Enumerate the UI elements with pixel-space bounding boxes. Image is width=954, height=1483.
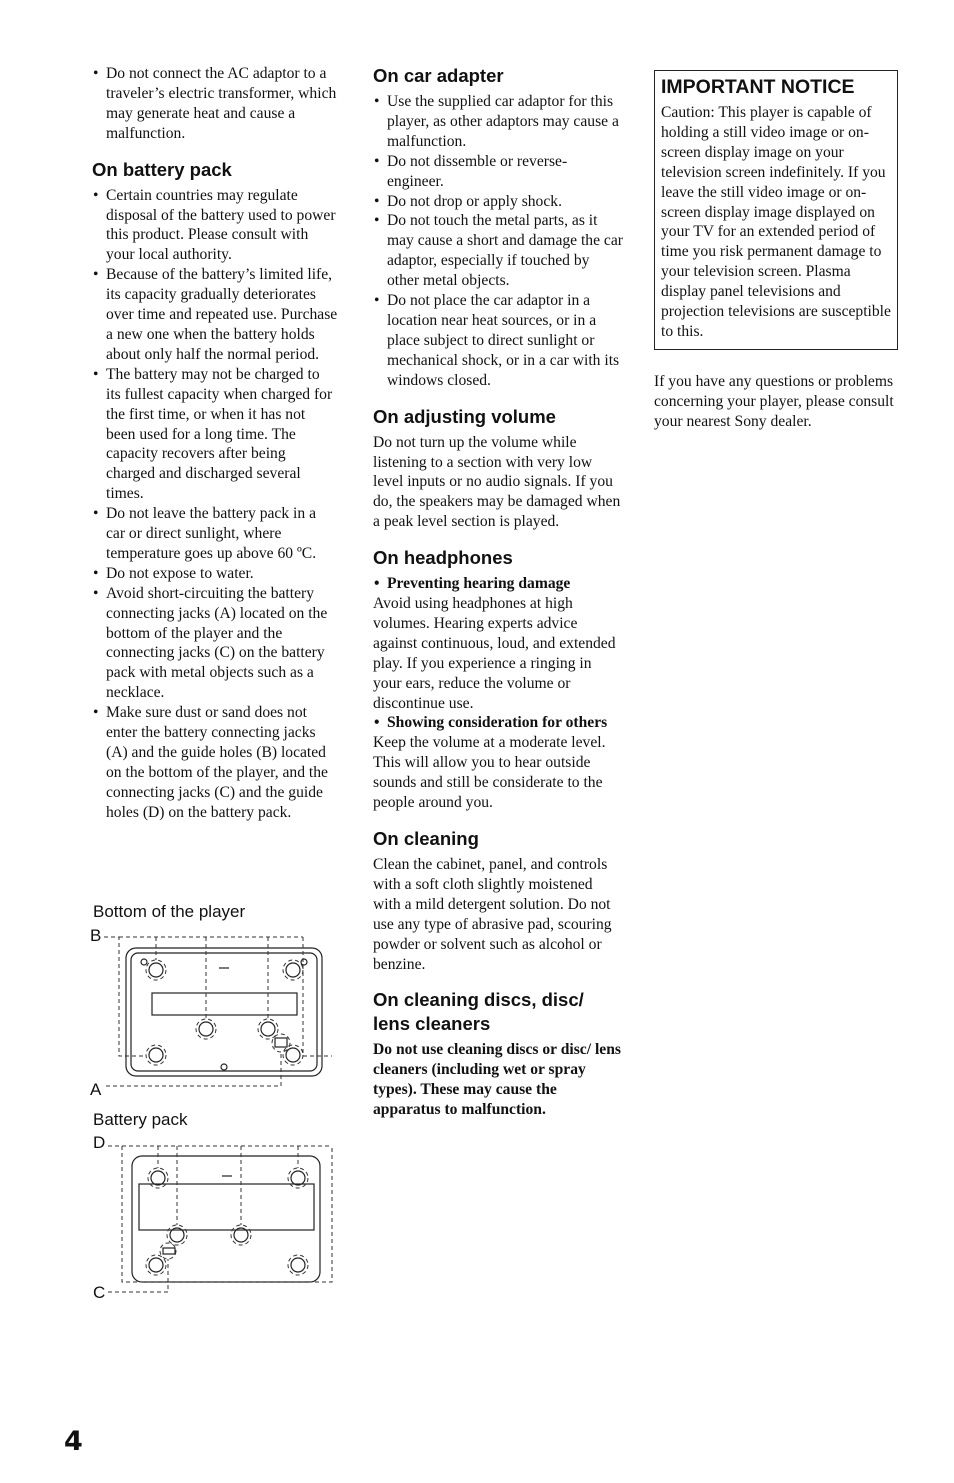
label-c: C (93, 1283, 106, 1302)
cleaning-heading: On cleaning (373, 828, 479, 849)
list-item: • Do not drop or apply shock. (373, 192, 623, 212)
cleaning-discs-heading: On cleaning discs, disc/ lens cleaners (373, 989, 584, 1035)
battery-diagram-caption: Battery pack (93, 1110, 188, 1129)
cleaning-text: Clean the cabinet, panel, and controls with a soft cloth slightly moistened with a mild detergent solution. Do not use any type of abrasive pad, scouring powder or solvent such as alcohol or benzine. (373, 856, 612, 973)
battery-bullet-list (92, 186, 338, 823)
column-middle (373, 64, 623, 1120)
important-notice-text: Caution: This player is capable of holding a still video image or on-screen display image on your television screen indefinitely. If you leave the still video image or on-screen display image displayed on your TV for an extended period of time you risk permanent damage to your television screen. Plasma display panel televisions and projection televisions are susceptible to this. (661, 104, 891, 340)
hearing-damage-subheading: • Preventing hearing damage (373, 574, 623, 594)
label-b: B (90, 926, 102, 945)
battery-pack-diagram (100, 1138, 340, 1298)
list-item: • Do not dissemble or reverse-engineer. (373, 152, 623, 192)
cleaning-discs-text: Do not use cleaning discs or disc/ lens cleaners (including wet or spray types). These may cause the apparatus to malfunction. (373, 1041, 621, 1119)
list-item: • Do not place the car adaptor in a location near heat sources, or in a place subject to direct sunlight or mechanical shock, or in a car with its windows closed. (373, 291, 623, 391)
list-item: • Certain countries may regulate disposal of the battery used to power this product. Please consult with your local authority. (92, 186, 338, 266)
car-adapter-heading: On car adapter (373, 65, 504, 86)
consideration-text: Keep the volume at a moderate level. This will allow you to hear outside sounds and still be considerate to the people around you. (373, 734, 606, 812)
player-diagram-caption: Bottom of the player (93, 902, 246, 921)
important-notice-box (654, 70, 898, 350)
list-item: • The battery may not be charged to its fullest capacity when charged for the first time, or when it has not been used for a long time. The capacity recovers after being charged and discharged several times. (92, 365, 338, 504)
volume-heading: On adjusting volume (373, 405, 556, 427)
hearing-damage-text: Avoid using headphones at high volumes. Hearing experts advice against continuous, loud, and extended play. If you experience a ringing in your ears, reduce the volume or discontinue use. (373, 595, 616, 712)
volume-text: Do not turn up the volume while listening to a section with very low level inputs or no audio signals. If you do, the speakers may be damaged when a peak level section is played. (373, 433, 621, 531)
intro-bullet-list (92, 64, 338, 144)
list-item: • Do not expose to water. (92, 564, 338, 584)
list-item: • Do not leave the battery pack in a car or direct sunlight, where temperature goes up above 60 ºC. (92, 504, 338, 564)
headphones-heading: On headphones (373, 547, 513, 569)
list-item: • Do not connect the AC adaptor to a traveler’s electric transformer, which may generate heat and cause a malfunction. (92, 64, 338, 144)
list-item: • Make sure dust or sand does not enter the battery connecting jacks (A) and the guide holes (B) located on the bottom of the player, and the connecting jacks (C) and the guide holes (D) on the battery pack. (92, 703, 338, 822)
list-item: • Do not touch the metal parts, as it may cause a short and damage the car adaptor, especially if touched by other metal objects. (373, 211, 623, 291)
consideration-subheading: • Showing consideration for others (373, 713, 623, 733)
battery-heading: On battery pack (92, 158, 232, 180)
label-d: D (93, 1133, 106, 1152)
label-a: A (90, 1080, 102, 1099)
player-bottom-diagram (100, 928, 340, 1094)
contact-text: If you have any questions or problems concerning your player, please consult your nearest Sony dealer. (654, 372, 894, 430)
page-number: 4 (64, 1426, 83, 1457)
list-item: • Avoid short-circuiting the battery connecting jacks (A) located on the bottom of the player and the connecting jacks (C) on the battery pack with metal objects such as a necklace. (92, 584, 338, 703)
important-notice-heading: IMPORTANT NOTICE (661, 76, 855, 98)
list-item: • Because of the battery’s limited life, its capacity gradually deteriorates over time and repeated use. Purchase a new one when the battery holds about only half the normal period. (92, 265, 338, 365)
car-adapter-bullet-list (373, 92, 623, 391)
column-right (654, 70, 898, 432)
list-item: • Use the supplied car adaptor for this player, as other adaptors may cause a malfunction. (373, 92, 623, 152)
column-left (92, 64, 338, 823)
